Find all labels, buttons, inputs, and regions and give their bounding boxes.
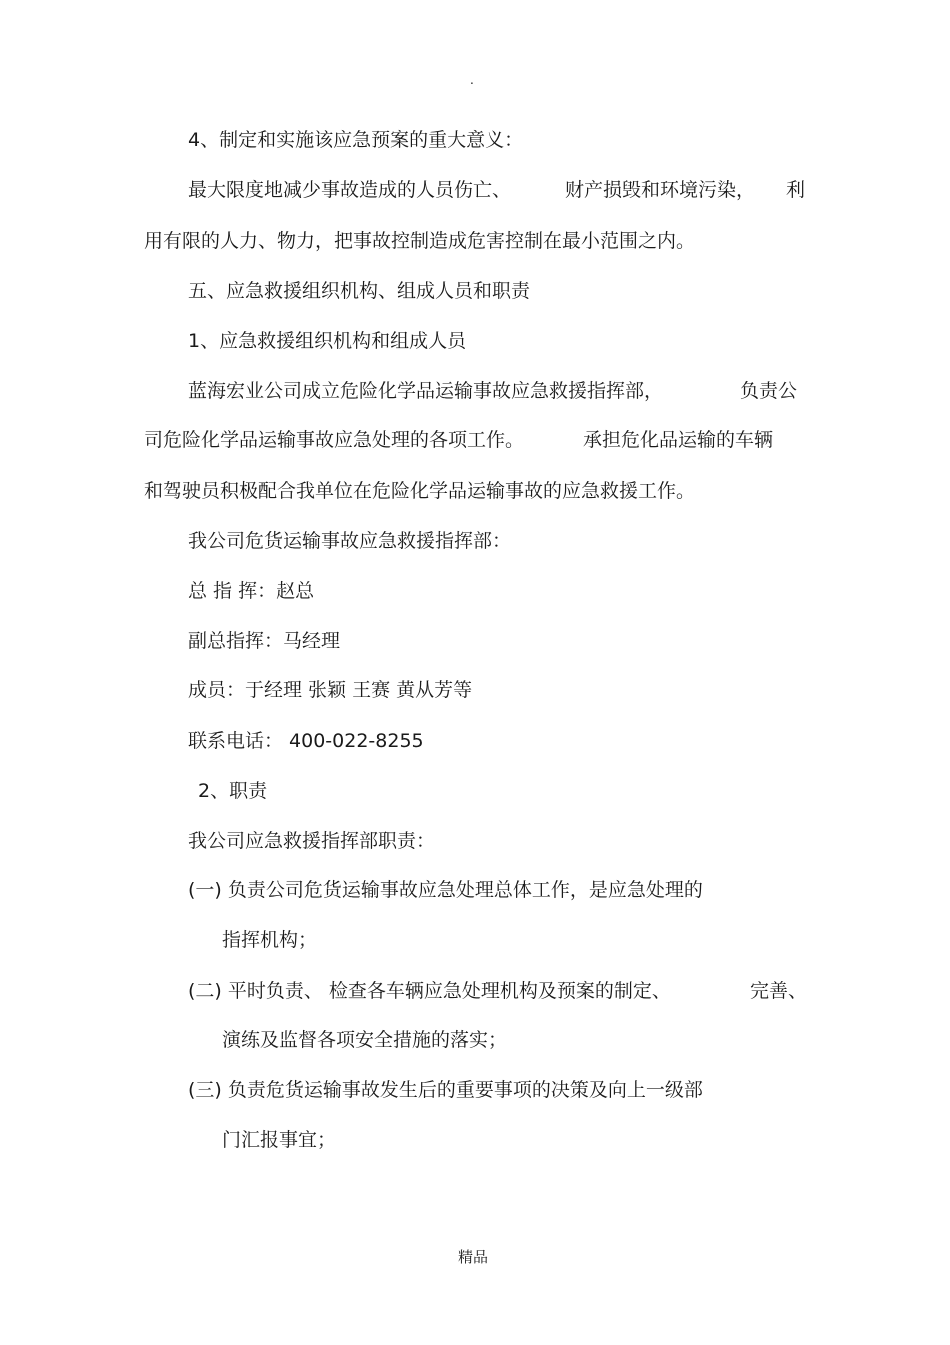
contact-phone-line: 联系电话： 400-022-8255: [188, 730, 424, 752]
members-line: 成员：于经理 张颖 王赛 黄从芳等: [188, 679, 473, 701]
header-dot: .: [470, 73, 474, 87]
section-heading: 五、应急救援组织机构、组成人员和职责: [188, 280, 531, 302]
list-item-2-tail: 完善、: [750, 980, 808, 1002]
list-item-3: (三) 负责危货运输事故发生后的重要事项的决策及向上一级部: [188, 1079, 703, 1101]
paragraph-line: 利: [786, 179, 806, 201]
paragraph-line: 最大限度地减少事故造成的人员伤亡、: [188, 179, 512, 201]
subsection-heading: 2、职责: [198, 780, 268, 802]
paragraph-line: 我公司应急救援指挥部职责：: [188, 830, 436, 852]
list-item-1-continuation: 指挥机构；: [222, 929, 318, 951]
footer-label: 精品: [458, 1248, 489, 1266]
paragraph-line: 承担危化品运输的车辆: [583, 429, 774, 451]
subsection-heading: 1、应急救援组织机构和组成人员: [188, 330, 467, 352]
list-item-1: (一) 负责公司危货运输事故应急处理总体工作，是应急处理的: [188, 879, 703, 901]
paragraph-line: 和驾驶员积极配合我单位在危险化学品运输事故的应急救援工作。: [144, 480, 696, 502]
paragraph-line: 我公司危货运输事故应急救援指挥部：: [188, 530, 512, 552]
list-item-3-continuation: 门汇报事宜；: [222, 1129, 337, 1151]
list-item-2-continuation: 演练及监督各项安全措施的落实；: [222, 1029, 508, 1051]
paragraph-line: 用有限的人力、物力，把事故控制造成危害控制在最小范围之内。: [144, 230, 696, 252]
commander-line: 总 指 挥：赵总: [188, 580, 315, 602]
deputy-commander-line: 副总指挥：马经理: [188, 630, 341, 652]
paragraph-line: 司危险化学品运输事故应急处理的各项工作。: [144, 429, 525, 451]
paragraph-line: 财产损毁和环境污染，: [565, 179, 756, 201]
paragraph-significance-heading: 4、制定和实施该应急预案的重大意义：: [188, 129, 524, 151]
paragraph-line: 负责公: [740, 380, 798, 402]
paragraph-line: 蓝海宏业公司成立危险化学品运输事故应急救援指挥部，: [188, 380, 664, 402]
list-item-2: (二) 平时负责、 检查各车辆应急处理机构及预案的制定、: [188, 980, 671, 1002]
